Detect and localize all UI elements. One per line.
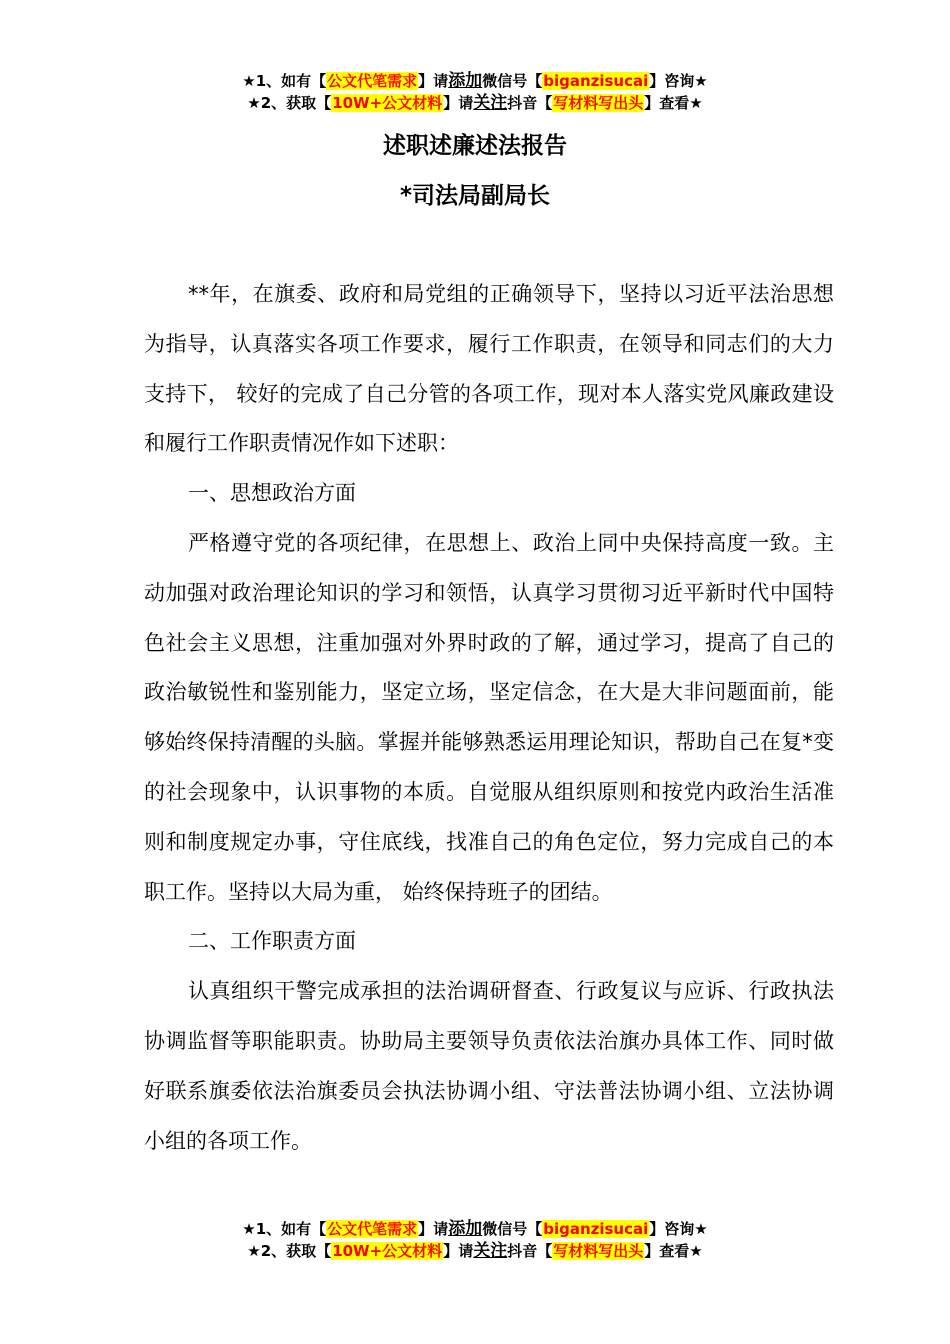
promo-line-2 [0, 1240, 950, 1262]
promo-emphasis: 关注 [473, 1241, 508, 1261]
promo-text: 】请 [443, 94, 474, 112]
douyin-account: 写材料写出头 [553, 94, 644, 112]
promo-text: 抖音【 [507, 94, 553, 112]
wechat-id: biganzisucai [543, 72, 649, 90]
promo-text: ★1、如有【 [242, 1220, 327, 1238]
promo-banner-top [0, 70, 950, 114]
promo-line-1 [0, 70, 950, 92]
promo-emphasis: 添加 [448, 71, 483, 91]
section-heading-2: 二、工作职责方面 [188, 929, 356, 954]
promo-text: 微信号【 [482, 1220, 543, 1238]
highlight-service: 公文代笔需求 [327, 72, 418, 90]
document-subtitle: *司法局副局长 [399, 183, 551, 209]
highlight-materials: 10W+公文材料 [332, 94, 443, 112]
promo-banner-bottom [0, 1218, 950, 1262]
promo-text: ★2、获取【 [247, 94, 332, 112]
highlight-materials: 10W+公文材料 [332, 1242, 443, 1260]
wechat-id: biganzisucai [543, 1220, 649, 1238]
promo-emphasis: 关注 [473, 93, 508, 113]
promo-emphasis: 添加 [448, 1219, 483, 1239]
promo-text: 】咨询★ [649, 72, 708, 90]
promo-text: ★2、获取【 [247, 1242, 332, 1260]
section-2-paragraph: 认真组织干警完成承担的法治调研督查、行政复议与应诉、行政执法协调监督等职能职责。协助局主要领导负责依法治旗办具体工作、同时做好联系旗委依法治旗委员会执法协调小组、守法普法协调小组、立法协调小组的各项工作。 [144, 979, 834, 1153]
promo-text: 】查看★ [644, 1242, 703, 1260]
promo-text: 】请 [418, 1220, 449, 1238]
promo-text: 】查看★ [644, 94, 703, 112]
intro-paragraph: **年，在旗委、政府和局党组的正确领导下，坚持以习近平法治思想为指导，认真落实各项工作要求，履行工作职责，在领导和同志们的大力支持下， 较好的完成了自己分管的各项工作，现对本人落实党风廉政建设和履行工作职责情况作如下述职： [144, 282, 834, 456]
document-title: 述职述廉述法报告 [383, 133, 567, 159]
promo-text: 】请 [418, 72, 449, 90]
promo-text: 】请 [443, 1242, 474, 1260]
promo-text: 抖音【 [507, 1242, 553, 1260]
section-heading-1: 一、思想政治方面 [188, 481, 356, 506]
douyin-account: 写材料写出头 [553, 1242, 644, 1260]
promo-line-1 [0, 1218, 950, 1240]
highlight-service: 公文代笔需求 [327, 1220, 418, 1238]
promo-text: 】咨询★ [649, 1220, 708, 1238]
section-1-paragraph: 严格遵守党的各项纪律，在思想上、政治上同中央保持高度一致。主动加强对政治理论知识的学习和领悟，认真学习贯彻习近平新时代中国特色社会主义思想，注重加强对外界时政的了解，通过学习，提高了自己的政治敏锐性和鉴别能力，坚定立场，坚定信念，在大是大非问题面前，能够始终保持清醒的头脑。掌握并能够熟悉运用理论知识，帮助自己在复*变的社会现象中，认识事物的本质。自觉服从组织原则和按党内政治生活准则和制度规定办事，守住底线，找准自己的角色定位，努力完成自己的本职工作。坚持以大局为重， 始终保持班子的团结。 [144, 530, 834, 904]
promo-line-2 [0, 92, 950, 114]
promo-text: 微信号【 [482, 72, 543, 90]
promo-text: ★1、如有【 [242, 72, 327, 90]
document-body [144, 270, 834, 1166]
